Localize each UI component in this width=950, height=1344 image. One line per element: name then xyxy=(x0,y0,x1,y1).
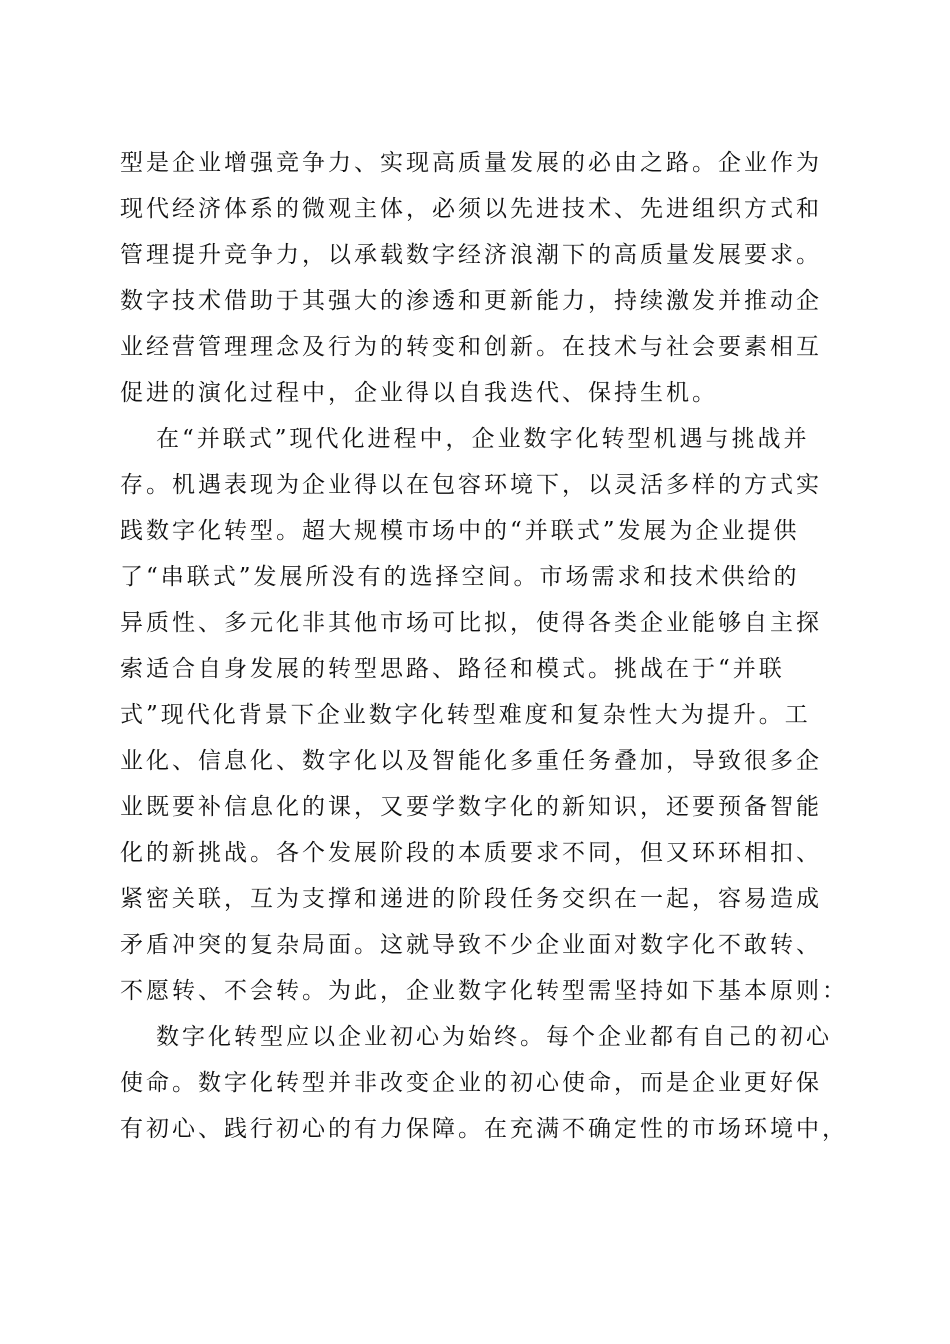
text-line: 数字技术借助于其强大的渗透和更新能力，持续激发并推动企 xyxy=(120,288,822,314)
text-line: 式”现代化背景下企业数字化转型难度和复杂性大为提升。工 xyxy=(120,702,811,728)
text-line: 使命。数字化转型并非改变企业的初心使命，而是企业更好保 xyxy=(120,1070,822,1096)
paragraph-start-line: 在“并联式”现代化进程中，企业数字化转型机遇与挑战并 xyxy=(156,426,810,452)
text-line: 型是企业增强竞争力、实现高质量发展的必由之路。企业作为 xyxy=(120,150,822,176)
text-line: 践数字化转型。超大规模市场中的“并联式”发展为企业提供 xyxy=(120,518,800,544)
text-line: 管理提升竞争力，以承载数字经济浪潮下的高质量发展要求。 xyxy=(120,242,822,268)
text-line: 业化、信息化、数字化以及智能化多重任务叠加，导致很多企 xyxy=(120,748,822,774)
text-line: 异质性、多元化非其他市场可比拟，使得各类企业能够自主探 xyxy=(120,610,822,636)
body-text xyxy=(120,140,848,1152)
text-line: 化的新挑战。各个发展阶段的本质要求不同，但又环环相扣、 xyxy=(120,840,822,866)
text-line: 索适合自身发展的转型思路、路径和模式。挑战在于“并联 xyxy=(120,656,785,682)
text-line: 紧密关联，互为支撑和递进的阶段任务交织在一起，容易造成 xyxy=(120,886,822,912)
paragraph-start-line: 数字化转型应以企业初心为始终。每个企业都有自己的初心 xyxy=(156,1024,832,1050)
text-line: 现代经济体系的微观主体，必须以先进技术、先进组织方式和 xyxy=(120,196,822,222)
text-line: 有初心、践行初心的有力保障。在充满不确定性的市场环境中， xyxy=(120,1116,848,1142)
text-line: 了“串联式”发展所没有的选择空间。市场需求和技术供给的 xyxy=(120,564,800,590)
text-line: 业既要补信息化的课，又要学数字化的新知识，还要预备智能 xyxy=(120,794,822,820)
text-line: 存。机遇表现为企业得以在包容环境下，以灵活多样的方式实 xyxy=(120,472,822,498)
text-line: 业经营管理理念及行为的转变和创新。在技术与社会要素相互 xyxy=(120,334,822,360)
text-line: 不愿转、不会转。为此，企业数字化转型需坚持如下基本原则： xyxy=(120,978,848,1004)
text-line: 促进的演化过程中，企业得以自我迭代、保持生机。 xyxy=(120,380,718,406)
text-line: 矛盾冲突的复杂局面。这就导致不少企业面对数字化不敢转、 xyxy=(120,932,822,958)
